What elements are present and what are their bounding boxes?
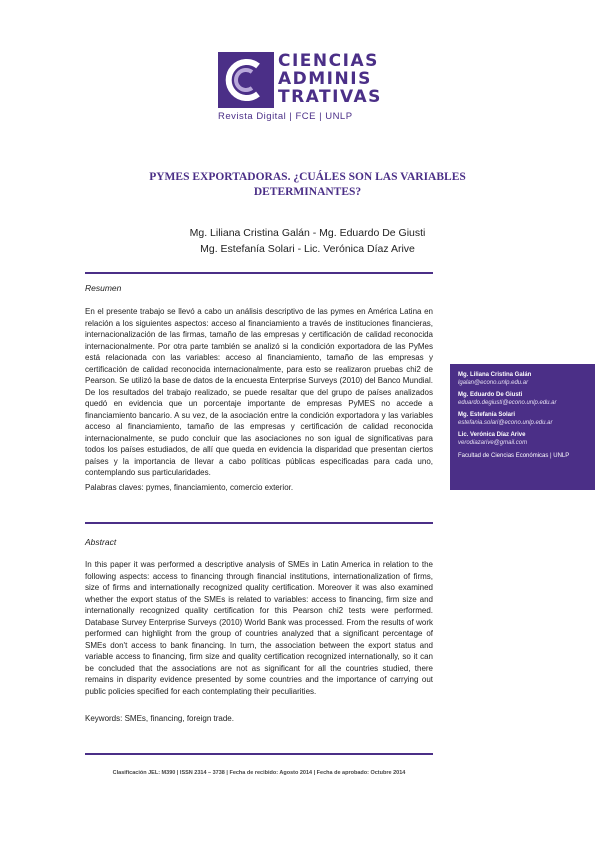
sidebar-author-name: Lic. Verónica Díaz Arive xyxy=(458,432,526,438)
logo-mark-icon xyxy=(218,52,274,108)
logo-subtitle: Revista Digital | FCE | UNLP xyxy=(218,111,353,122)
author-sidebar xyxy=(450,364,595,490)
classification-footer: Clasificación JEL: M390 | ISSN 2314 – 3738 | Fecha de recibido: Agosto 2014 | Fecha de aprobado: Octubre 2014 xyxy=(112,770,406,776)
abstract-heading: Abstract xyxy=(85,537,117,547)
sidebar-author-email[interactable]: eduardo.degiusti@econo.unlp.edu.ar xyxy=(458,400,557,406)
section-divider xyxy=(85,522,433,524)
sidebar-author-email[interactable]: estefania.solari@econo.unlp.edu.ar xyxy=(458,420,553,426)
abstract-keywords: Keywords: SMEs, financing, foreign trade. xyxy=(85,714,234,723)
author-list xyxy=(100,225,515,257)
sidebar-author-email[interactable]: verodiazarive@gmail.com xyxy=(458,440,528,446)
sidebar-faculty: Facultad de Ciencias Económicas | UNLP xyxy=(458,453,570,459)
section-divider xyxy=(85,272,433,274)
paper-title: PYMES EXPORTADORAS. ¿CUÁLES SON LAS VARIABLES DETERMINANTES? xyxy=(149,171,466,198)
resumen-body: En el presente trabajo se llevó a cabo un análisis descriptivo de las pymes en América Latina en relación a los siguientes aspectos: acceso al financiamiento a través de instituciones financieras, internacionalización de las firmas, tamaño de las empresas y certificación de calidad reconocida internacionalmente. Por otra parte también se analizó si la condición exportadora de las PyMes está relacionada con las variables: acceso al financiamiento, tamaño de las empresas y certificación de calidad reconocida internacionalmente, para esto se realizaron pruebas chi2 de Pearson. Se utilizó la base de datos de la encuesta Enterprise Surveys (2010) del Banco Mundial. De los resultados del trabajo realizado, se puede resaltar que del grupo de países analizados quedó en evidencia que un porcentaje importante de empresas PyMES no accede a financiamiento bancario. A su vez, de la asociación entre la condición exportadora y las variables acceso al financiamiento, tamaño de las empresas y certificación de calidad reconocida internacionalmente, se pudo concluir que las asociaciones no son igual de significativas para todos los países estudiados, de allí que queda en evidencia la disparidad que presentan ciertos países y la importancia de llevar a cabo políticas públicas especificadas para cada uno, contemplando sus particularidades. xyxy=(85,307,433,477)
journal-logo xyxy=(218,51,382,124)
sidebar-author-name: Mg. Eduardo De Giusti xyxy=(458,392,523,398)
resumen-keywords: Palabras claves: pymes, financiamiento, comercio exterior. xyxy=(85,483,294,492)
logo-word-1: CIENCIAS xyxy=(278,51,379,71)
abstract-body: In this paper it was performed a descriptive analysis of SMEs in Latin America in relation to the following aspects: access to financing through financial institutions, internationalization of firms, size of firms and internationally recognized quality certification. Moreover it was also examined whether the export status of the SMEs is related to variables: access to financing, firm size and internationally recognized quality certification for this Pearson chi2 tests were performed. Database Survey Enterprise Surveys (2010) World Bank was processed. From the results of work performed can highlight from the group of countries analyzed that a significant percentage of SMEs don't access to bank financing. In turn, the association between the export status and variable access to financing, firm size and quality certification recognized internationally, so it can be concluded that the associations are not as significant for all the countries studied, there remains in disparity evidence presented by some countries and the importance of carrying out public policies specified for each contemplating their peculiarities. xyxy=(85,560,433,696)
resumen-heading: Resumen xyxy=(85,283,122,293)
logo-word-2: ADMINIS xyxy=(278,69,372,89)
sidebar-author-email[interactable]: lgalan@econo.unlp.edu.ar xyxy=(458,380,529,386)
logo-word-3: TRATIVAS xyxy=(278,87,382,107)
sidebar-author-name: Mg. Liliana Cristina Galán xyxy=(458,372,532,378)
author-line-2: Mg. Estefanía Solari - Lic. Verónica Díaz Arive xyxy=(200,243,415,255)
sidebar-author-name: Mg. Estefanía Solari xyxy=(458,412,516,418)
section-divider xyxy=(85,753,433,755)
author-line-1: Mg. Liliana Cristina Galán - Mg. Eduardo De Giusti xyxy=(189,227,426,239)
